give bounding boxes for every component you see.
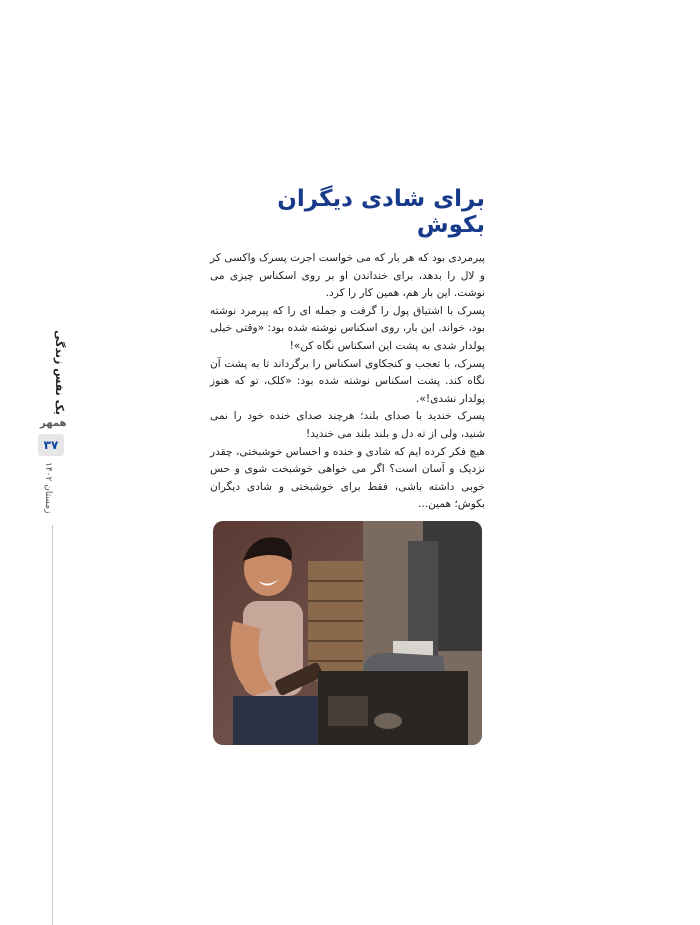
issue-date: زمستان ۱۴۰۲ — [43, 462, 53, 514]
magazine-logo: همهر — [40, 418, 67, 429]
paragraph: پسرک با اشتیاق پول را گرفت و جمله ای را که پیرمرد نوشته بود، خواند. این بار، روی اسکناس نوشته شده بود: «وقتی خیلی پولدار شدی به پشت این اسکناس نگاه کن»! — [210, 304, 485, 352]
article-photo — [213, 521, 482, 745]
sidebar-divider — [52, 525, 53, 925]
series-title: یک نفس زندگی — [53, 330, 66, 415]
article-body — [210, 250, 485, 514]
paragraph: پسرک، با تعجب و کنجکاوی اسکناس را برگرداند تا به پشت آن نگاه کند. پشت اسکناس نوشته شده بود: «کلک، تو که هنوز پولدار نشدی!». — [210, 357, 485, 405]
page-number: ۳۷ — [38, 434, 64, 456]
paragraph: پسرک خندید با صدای بلند؛ هرچند صدای خنده خود را نمی شنید، ولی از ته دل و بلند بلند می خندید! — [210, 410, 485, 440]
sidebar — [38, 330, 68, 890]
article-title: برای شادی دیگران بکوش — [277, 186, 485, 238]
paragraph: هیچ فکر کرده ایم که شادی و خنده و احساس خوشبختی، چقدر نزدیک و آسان است؟ اگر می خواهی خوشبخت شوی و حس خوبی داشته باشی، فقط برای خوشبختی و شادی دیگران بکوش؛ همین... — [210, 445, 485, 511]
paragraph: پیرمردی بود که هر بار که می خواست اجرت پسرک واکسی کر و لال را بدهد، برای خنداندن او بر روی اسکناس چیزی می نوشت. این بار هم، همین کار را کرد. — [210, 252, 485, 300]
